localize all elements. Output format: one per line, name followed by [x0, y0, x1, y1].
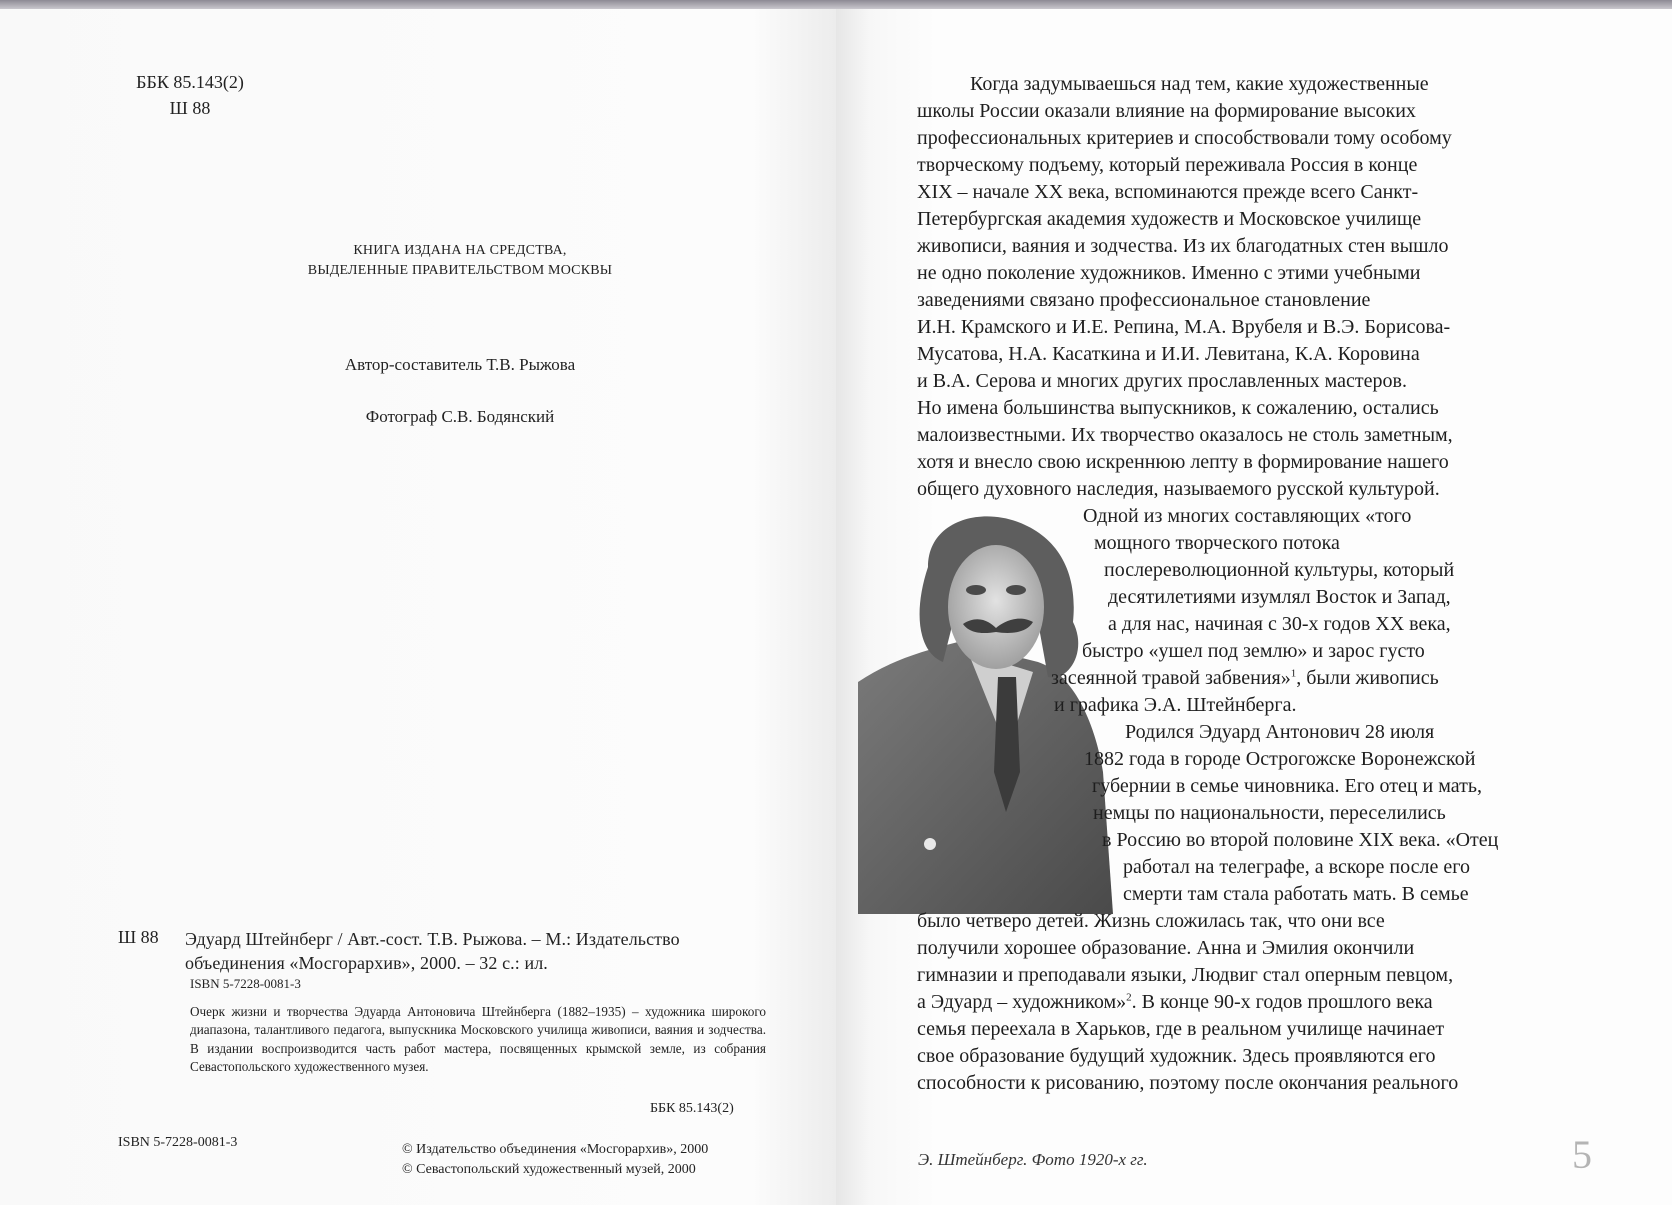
shelf-code-top: Ш 88	[169, 98, 211, 118]
text-line: 1882 года в городе Острогожске Воронежской	[1084, 748, 1476, 770]
text-line: Родился Эдуард Антонович 28 июля	[1125, 721, 1435, 743]
photographer-credit: Фотограф С.В. Бодянский	[365, 407, 555, 426]
author-credit: Автор-составитель Т.В. Рыжова	[344, 355, 576, 374]
photo-caption: Э. Штейнберг. Фото 1920-х гг.	[918, 1150, 1148, 1169]
text-line: И.Н. Крамского и И.Е. Репина, М.А. Врубеля и В.Э. Борисова-	[917, 316, 1451, 338]
text-line: не одно поколение художников. Именно с этими учебными	[917, 262, 1421, 284]
text-line: было четверо детей. Жизнь сложилась так, что они все	[917, 910, 1385, 932]
biblio-bbk: ББК 85.143(2)	[650, 1101, 734, 1116]
text-line: хотя и внесло свою искреннюю лепту в формирование нашего	[917, 451, 1449, 473]
face	[948, 545, 1044, 669]
biblio-entry-line-2: объединения «Мосгорархив», 2000. – 32 с.: ил.	[185, 953, 548, 973]
text-line: гимназии и преподавали языки, Людвиг стал оперным певцом,	[917, 964, 1454, 986]
text-line: школы России оказали влияние на формирование высоких	[917, 100, 1416, 122]
text-line: послереволюционной культуры, который	[1104, 559, 1455, 581]
scanner-edge	[0, 0, 1672, 9]
isbn-bottom: ISBN 5-7228-0081-3	[118, 1135, 238, 1150]
text-line: а для нас, начиная с 30-х годов XX века,	[1108, 613, 1451, 635]
text-line	[1051, 665, 1439, 692]
text-line: в Россию во второй половине XIX века. «Отец	[1102, 829, 1499, 851]
text-line: семья переехала в Харьков, где в реальном училище начинает	[917, 1018, 1445, 1040]
text-line: губернии в семье чиновника. Его отец и мать,	[1092, 775, 1482, 797]
text-line: и графика Э.А. Штейнберга.	[1054, 694, 1297, 716]
biblio-shelf-code: Ш 88	[118, 927, 159, 947]
text-line: общего духовного наследия, называемого русской культурой.	[917, 478, 1440, 500]
text-line: Одной из многих составляющих «того	[1083, 505, 1412, 527]
text-line: профессиональных критериев и способствовали тому особому	[917, 127, 1452, 149]
left-page	[0, 9, 836, 1205]
text-line: XIX – начале XX века, вспоминаются прежде всего Санкт-	[917, 181, 1419, 203]
text-line: и В.А. Серова и многих других прославленных мастеров.	[917, 370, 1407, 392]
copyright-museum: © Севастопольский художественный музей, 2000	[402, 1162, 696, 1177]
text-fragment: . В конце 90-х годов прошлого века	[1131, 991, 1433, 1013]
text-line: живописи, ваяния и зодчества. Из их благодатных стен вышло	[917, 235, 1449, 257]
text-line: быстро «ушел под землю» и зарос густо	[1082, 640, 1425, 662]
funding-line-1: КНИГА ИЗДАНА НА СРЕДСТВА,	[353, 243, 567, 258]
text-line: получили хорошее образование. Анна и Эмилия окончили	[917, 937, 1415, 959]
text-line: работал на телеграфе, а вскоре после его	[1123, 856, 1470, 878]
text-line: смерти там стала работать мать. В семье	[1123, 883, 1469, 905]
biblio-abstract: Очерк жизни и творчества Эдуарда Антоновича Штейнберга (1882–1935) – художника широкого диапазона, талантливого педагога, выпускника Московского училища живописи, ваяния и зодчества. В издании воспроизводится часть работ мастера, посвященных крымской земле, из собрания Севастопольского художественного музея.	[190, 1004, 766, 1075]
copyright-publisher: © Издательство объединения «Мосгорархив», 2000	[402, 1142, 709, 1157]
funding-line-2: ВЫДЕЛЕННЫЕ ПРАВИТЕЛЬСТВОМ МОСКВЫ	[307, 263, 613, 278]
text-line	[917, 989, 1433, 1016]
footnote-ref-2[interactable]: 2	[1126, 991, 1132, 1004]
biblio-entry-line-1: Эдуард Штейнберг / Авт.-сост. Т.В. Рыжова. – М.: Издательство	[185, 929, 680, 949]
biblio-entry	[185, 927, 765, 975]
text-fragment: а Эдуард – художником»	[917, 991, 1127, 1013]
text-fragment: засеянной травой забвения»	[1051, 667, 1291, 689]
text-line: свое образование будущий художник. Здесь проявляются его	[917, 1045, 1436, 1067]
text-line: заведениями связано профессиональное становление	[917, 289, 1371, 311]
text-fragment: , были живопись	[1296, 667, 1439, 689]
biblio-isbn: ISBN 5-7228-0081-3	[190, 976, 301, 991]
text-line: способности к рисованию, поэтому после окончания реального	[917, 1072, 1459, 1094]
text-line: Петербургская академия художеств и Московское училище	[917, 208, 1422, 230]
coat-button	[924, 838, 936, 850]
text-line: творческому подъему, который переживала Россия в конце	[917, 154, 1418, 176]
text-line: немцы по национальности, переселились	[1093, 802, 1446, 824]
right-page	[836, 9, 1672, 1205]
page-number: 5	[1572, 1132, 1592, 1177]
text-line: мощного творческого потока	[1094, 532, 1340, 554]
text-line: Мусатова, Н.А. Касаткина и И.И. Левитана, К.А. Коровина	[917, 343, 1420, 365]
text-line: малоизвестными. Их творчество оказалось не столь заметным,	[917, 424, 1453, 446]
text-line: десятилетиями изумлял Восток и Запад,	[1108, 586, 1451, 608]
bbk-code-top	[120, 69, 260, 121]
footnote-ref-1[interactable]: 1	[1290, 667, 1297, 680]
bbk-top-text: ББК 85.143(2)	[136, 72, 244, 92]
funding-notice	[220, 241, 700, 281]
text-line: Когда задумываешься над тем, какие художественные	[970, 73, 1429, 95]
text-line: Но имена большинства выпускников, к сожалению, остались	[917, 397, 1439, 419]
